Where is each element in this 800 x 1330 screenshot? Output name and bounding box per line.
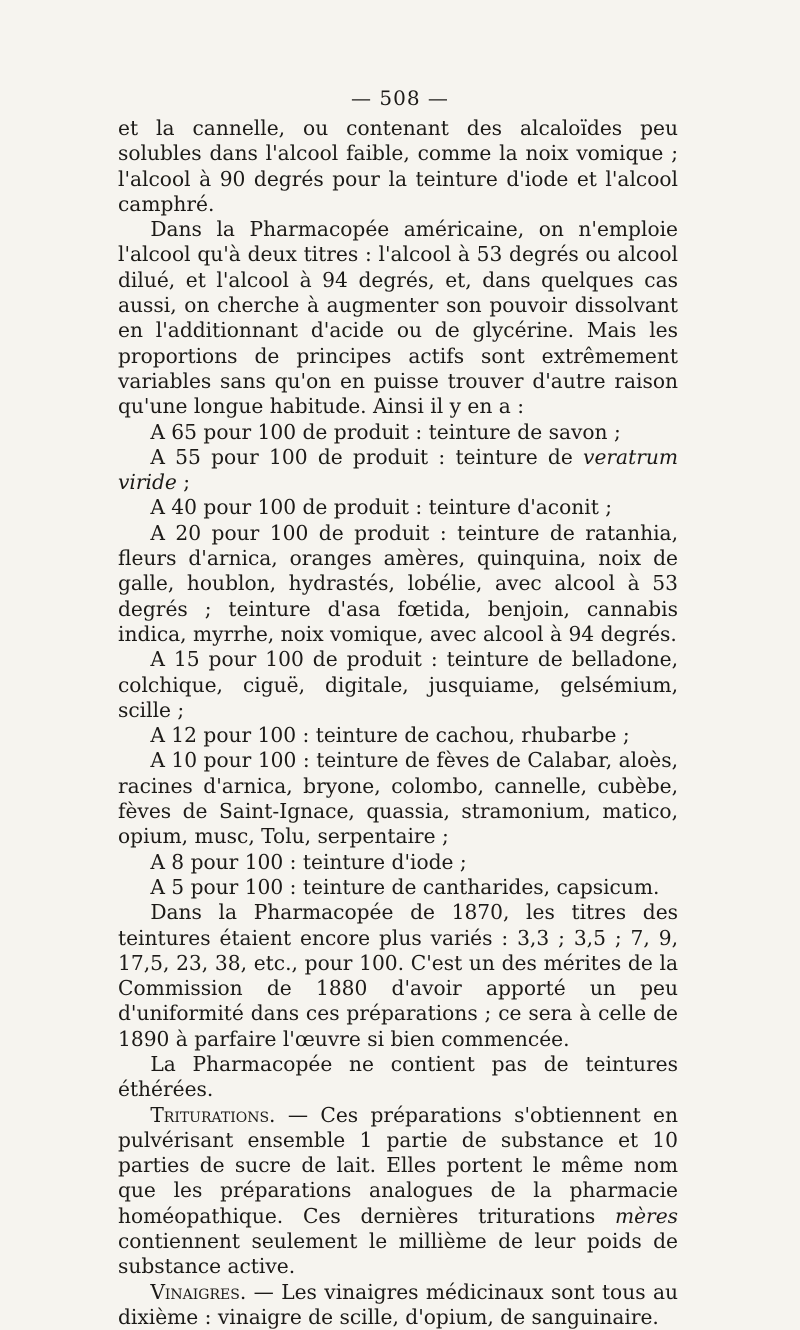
list-item-12: A 12 pour 100 : teinture de cachou, rhubarbe ;	[150, 723, 630, 748]
list-item-65: A 65 pour 100 de produit : teinture de savon ;	[150, 419, 621, 444]
list-item-15: A 15 pour 100 de produit : teinture de belladone, colchique, ciguë, digitale, jusquiame, gelsémium, scille ;	[118, 647, 678, 722]
list-item-20: A 20 pour 100 de produit : teinture de ratanhia, fleurs d'arnica, oranges amères, quinquina, noix de galle, houblon, hydrastés, lobélie, avec alcool à 53 degrés ; teinture d'asa fœtida, benjoin, cannabis indica, myrrhe, noix vomique, avec alcool à 94 degrés.	[118, 520, 678, 646]
page-number-header: — 508 —	[351, 86, 449, 110]
triturations-end: contiennent seulement le millième de leur poids de substance active.	[118, 1229, 678, 1279]
paragraph-triturations	[118, 1103, 678, 1280]
section-heading-triturations: Triturations.	[150, 1102, 276, 1127]
page-text	[118, 116, 678, 1330]
vinegars-text: — Les vinaigres médicinaux sont tous au dixième : vinaigre de scille, d'opium, de sanguinaire.	[118, 1279, 678, 1329]
paragraph-american-pharmacopoeia: Dans la Pharmacopée américaine, on n'emploie l'alcool qu'à deux titres : l'alcool à 53 degrés ou alcool dilué, et l'alcool à 94 degrés, et, dans quelques cas aussi, on cherche à augmenter son pouvoir dissolvant en l'additionnant d'acide ou de glycérine. Mais les proportions de principes actifs sont extrêmement variables sans qu'on en puisse trouver d'autre raison qu'une longue habitude. Ainsi il y en a :	[118, 217, 678, 419]
list-item-10: A 10 pour 100 : teinture de fèves de Calabar, aloès, racines d'arnica, bryone, colombo, cannelle, cubèbe, fèves de Saint-Ignace, quassia, stramonium, matico, opium, musc, Tolu, serpentaire ;	[118, 748, 678, 849]
list-item-5: A 5 pour 100 : teinture de cantharides, capsicum.	[150, 874, 660, 899]
paragraph-ethereal-tinctures: La Pharmacopée ne contient pas de teintures éthérées.	[118, 1051, 678, 1102]
section-heading-vinegars: Vinaigres.	[150, 1279, 247, 1304]
list-item-55	[118, 445, 678, 496]
paragraph-1870-pharmacopoeia: Dans la Pharmacopée de 1870, les titres des teintures étaient encore plus variés : 3,3 ; 3,5 ; 7, 9, 17,5, 23, 38, etc., pour 100. C'est un des mérites de la Commission de 1880 d'avoir apporté un peu d'uniformité dans ces préparations ; ce sera à celle de 1890 à parfaire l'œuvre si bien commencée.	[118, 900, 678, 1051]
list-item-40: A 40 pour 100 de produit : teinture d'aconit ;	[150, 495, 613, 520]
paragraph-vinegars	[118, 1280, 678, 1330]
list-item-55-end: ;	[176, 470, 191, 495]
list-item-55-text: A 55 pour 100 de produit : teinture de	[150, 444, 584, 469]
triturations-text: — Ces préparations s'obtiennent en pulvérisant ensemble 1 partie de substance et 10 parties de sucre de lait. Elles portent le même nom que les préparations analogues de la pharmacie homéopathique. Ces dernières triturations	[118, 1102, 678, 1228]
paragraph-continuation: et la cannelle, ou contenant des alcaloïdes peu solubles dans l'alcool faible, comme la noix vomique ; l'alcool à 90 degrés pour la teinture d'iode et l'alcool camphré.	[118, 116, 678, 216]
list-item-8: A 8 pour 100 : teinture d'iode ;	[150, 849, 467, 874]
list-item-55-italic: veratrum viride	[118, 444, 678, 495]
triturations-italic: mères	[614, 1203, 678, 1228]
